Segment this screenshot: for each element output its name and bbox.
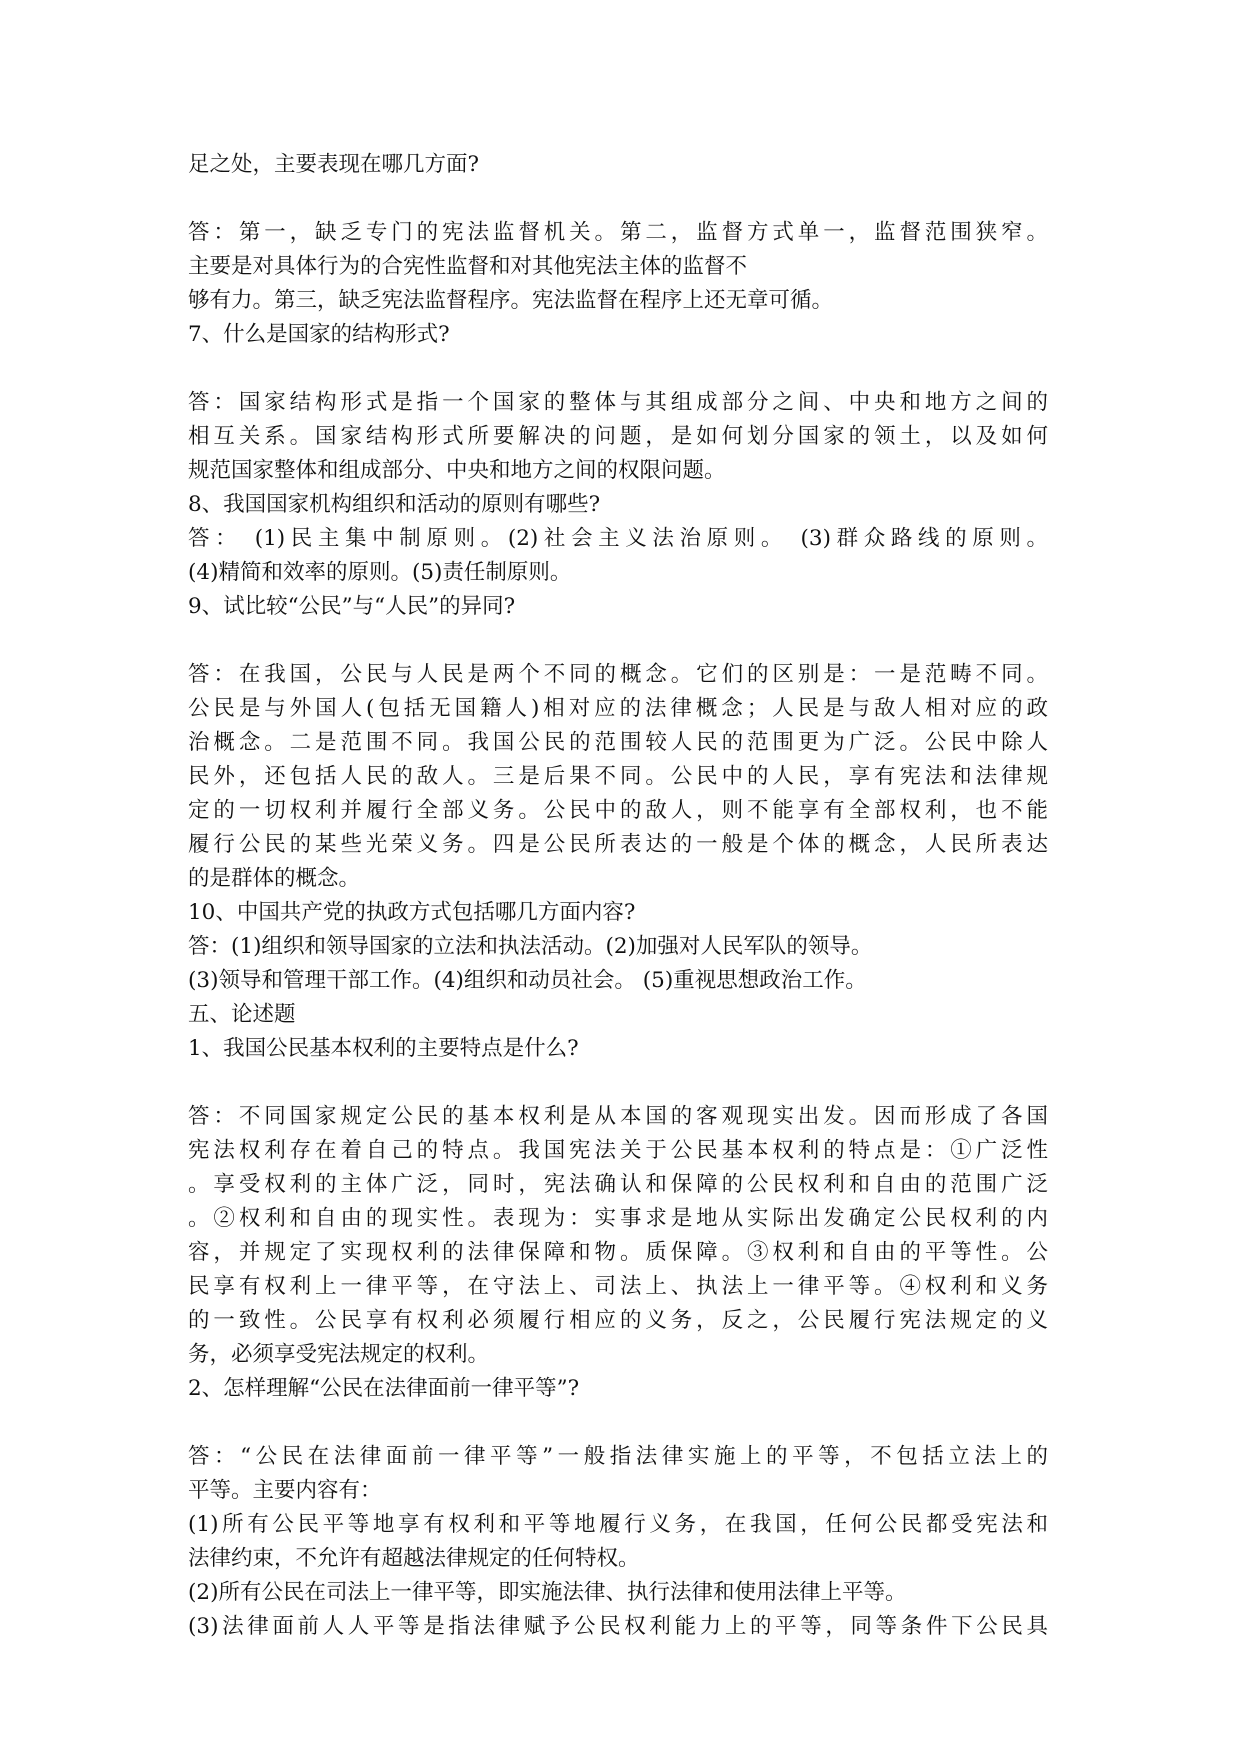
text-line: 答：国家结构形式是指一个国家的整体与其组成部分之间、中央和地方之间的	[188, 390, 1048, 415]
text-line: 宪法权利存在着自己的特点。我国宪法关于公民基本权利的特点是：①广泛性	[188, 1138, 1048, 1163]
text-line: 五、论述题	[188, 1002, 296, 1027]
text-line: 治概念。二是范围不同。我国公民的范围较人民的范围更为广泛。公民中除人	[188, 730, 1048, 755]
text-line: 答： (1)民主集中制原则。(2)社会主义法治原则。 (3)群众路线的原则。	[188, 526, 1048, 551]
blank-line	[188, 624, 1048, 658]
text-line: 1、我国公民基本权利的主要特点是什么?	[188, 1036, 579, 1061]
text-line: 履行公民的某些光荣义务。四是公民所表达的一般是个体的概念，人民所表达	[188, 832, 1048, 857]
text-line: 平等。主要内容有：	[188, 1478, 382, 1503]
text-line: 7、什么是国家的结构形式?	[188, 322, 450, 347]
text-line: 。享受权利的主体广泛，同时，宪法确认和保障的公民权利和自由的范围广泛	[188, 1172, 1048, 1197]
text-line: 9、试比较“公民”与“人民”的异同?	[188, 594, 516, 619]
text-line: 答：在我国，公民与人民是两个不同的概念。它们的区别是：一是范畴不同。	[188, 662, 1048, 687]
text-line: 相互关系。国家结构形式所要解决的问题，是如何划分国家的领土，以及如何	[188, 424, 1048, 449]
text-line: 足之处，主要表现在哪几方面?	[188, 152, 480, 177]
text-line: (3)领导和管理干部工作。(4)组织和动员社会。 (5)重视思想政治工作。	[188, 968, 867, 993]
text-line: (3)法律面前人人平等是指法律赋予公民权利能力上的平等，同等条件下公民具	[188, 1614, 1048, 1639]
text-line: 公民是与外国人(包括无国籍人)相对应的法律概念；人民是与敌人相对应的政	[188, 696, 1048, 721]
text-line: 主要是对具体行为的合宪性监督和对其他宪法主体的监督不	[188, 254, 748, 279]
text-line: 定的一切权利并履行全部义务。公民中的敌人，则不能享有全部权利，也不能	[188, 798, 1048, 823]
blank-line	[188, 1066, 1048, 1100]
text-line: 答：第一，缺乏专门的宪法监督机关。第二，监督方式单一，监督范围狭窄。	[188, 220, 1048, 245]
text-line: 容，并规定了实现权利的法律保障和物。质保障。③权利和自由的平等性。公	[188, 1240, 1048, 1265]
text-line: (1)所有公民平等地享有权利和平等地履行义务，在我国，任何公民都受宪法和	[188, 1512, 1048, 1537]
text-line: 务，必须享受宪法规定的权利。	[188, 1342, 490, 1367]
text-line: 。②权利和自由的现实性。表现为：实事求是地从实际出发确定公民权利的内	[188, 1206, 1048, 1231]
blank-line	[188, 352, 1048, 386]
text-line: 答：(1)组织和领导国家的立法和执法活动。(2)加强对人民军队的领导。	[188, 934, 873, 959]
text-line: (4)精简和效率的原则。(5)责任制原则。	[188, 560, 572, 585]
blank-line	[188, 182, 1048, 216]
text-line: 8、我国国家机构组织和活动的原则有哪些?	[188, 492, 601, 517]
text-line: 够有力。第三，缺乏宪法监督程序。宪法监督在程序上还无章可循。	[188, 288, 834, 313]
text-line: 答：“公民在法律面前一律平等”一般指法律实施上的平等，不包括立法上的	[188, 1444, 1048, 1469]
text-line: 答：不同国家规定公民的基本权利是从本国的客观现实出发。因而形成了各国	[188, 1104, 1048, 1129]
text-line: (2)所有公民在司法上一律平等，即实施法律、执行法律和使用法律上平等。	[188, 1580, 907, 1605]
text-line: 2、怎样理解“公民在法律面前一律平等”?	[188, 1376, 580, 1401]
text-line: 的是群体的概念。	[188, 866, 361, 891]
text-line: 民外，还包括人民的敌人。三是后果不同。公民中的人民，享有宪法和法律规	[188, 764, 1048, 789]
text-line: 10、中国共产党的执政方式包括哪几方面内容?	[188, 900, 636, 925]
text-line: 规范国家整体和组成部分、中央和地方之间的权限问题。	[188, 458, 726, 483]
blank-line	[188, 1406, 1048, 1440]
document-body	[188, 148, 1048, 1644]
text-line: 民享有权利上一律平等，在守法上、司法上、执法上一律平等。④权利和义务	[188, 1274, 1048, 1299]
text-line: 法律约束，不允许有超越法律规定的任何特权。	[188, 1546, 640, 1571]
text-line: 的一致性。公民享有权利必须履行相应的义务，反之，公民履行宪法规定的义	[188, 1308, 1048, 1333]
